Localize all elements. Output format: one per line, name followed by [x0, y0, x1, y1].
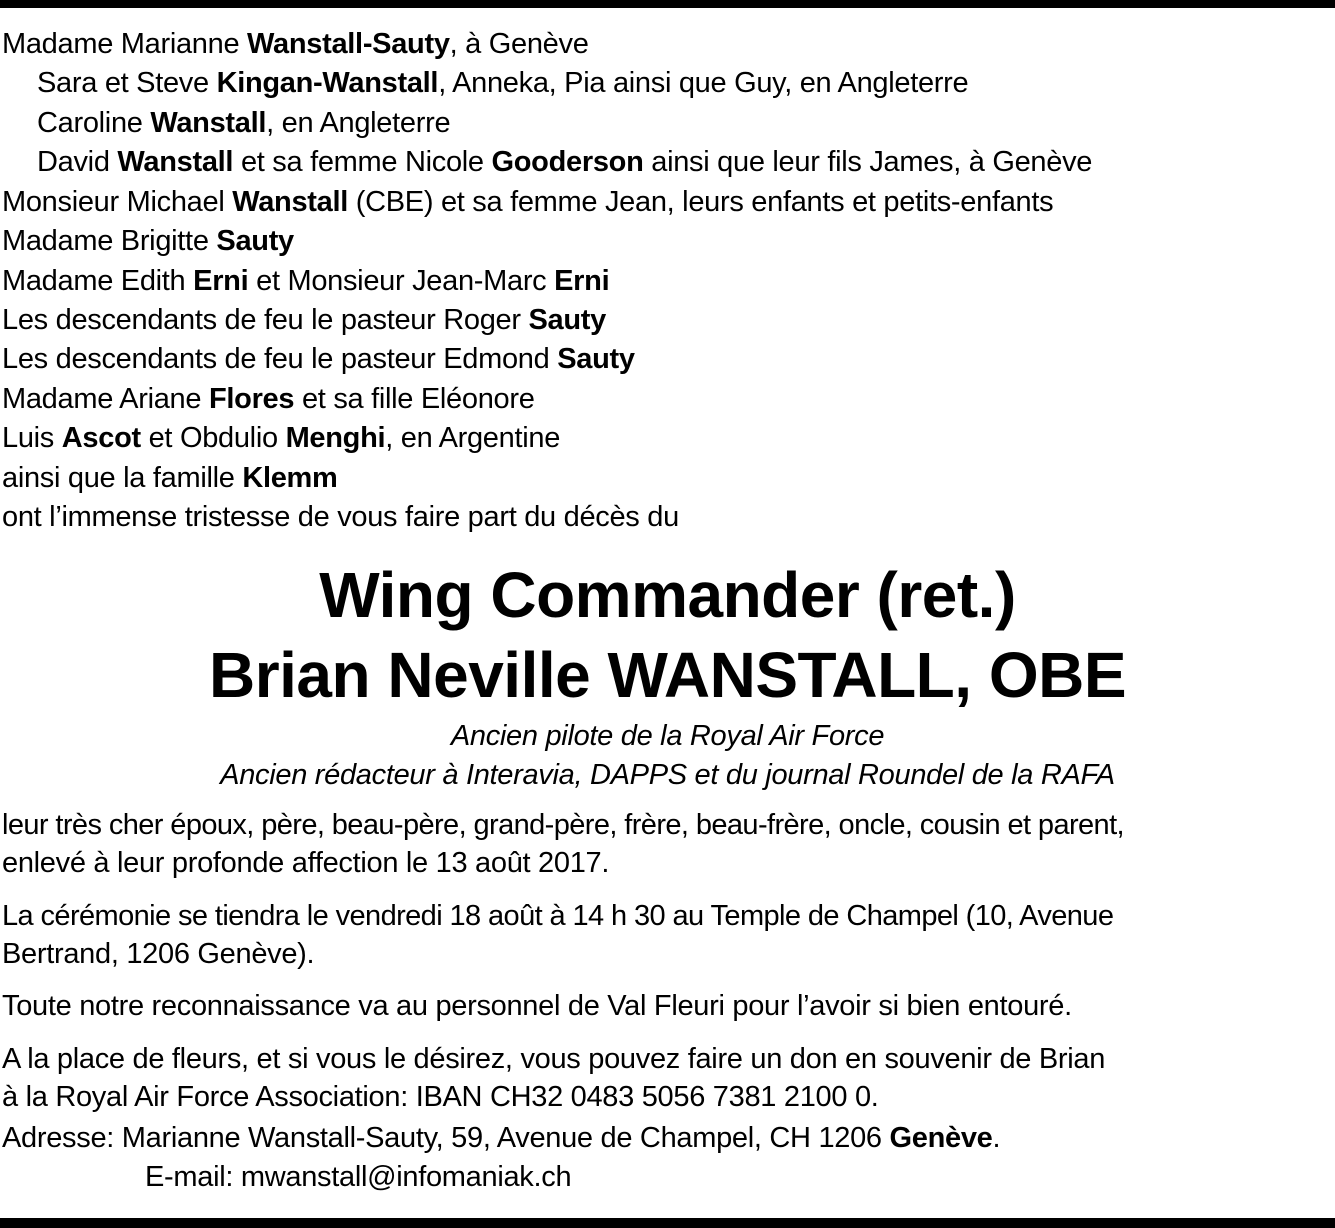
deceased-name: Brian Neville WANSTALL, OBE — [209, 639, 1126, 711]
family-line-10: Madame Ariane Flores et sa fille Eléonore — [2, 383, 535, 415]
donation-line-2: à la Royal Air Force Association: IBAN CH32 0483 5056 7381 2100 0. — [2, 1081, 879, 1113]
announcement-line: ont l’immense tristesse de vous faire part du décès du — [2, 501, 679, 533]
family-line-5: Monsieur Michael Wanstall (CBE) et sa femme Jean, leurs enfants et petits-enfants — [2, 186, 1054, 218]
top-rule — [0, 0, 1335, 8]
family-line-4: David Wanstall et sa femme Nicole Gooderson ainsi que leur fils James, à Genève — [37, 146, 1093, 178]
relation-line-2: enlevé à leur profonde affection le 13 août 2017. — [2, 847, 610, 879]
donation-line-1: A la place de fleurs, et si vous le désirez, vous pouvez faire un don en souvenir de Brian — [2, 1043, 1106, 1075]
family-line-1: Madame Marianne Wanstall-Sauty, à Genève — [2, 28, 589, 60]
family-line-7: Madame Edith Erni et Monsieur Jean-Marc Erni — [2, 265, 610, 297]
deceased-rank: Wing Commander (ret.) — [319, 559, 1016, 631]
deceased-role-2: Ancien rédacteur à Interavia, DAPPS et du journal Roundel de la RAFA — [220, 759, 1115, 791]
thanks-line: Toute notre reconnaissance va au personnel de Val Fleuri pour l’avoir si bien entouré. — [2, 990, 1072, 1022]
family-line-2: Sara et Steve Kingan-Wanstall, Anneka, Pia ainsi que Guy, en Angleterre — [37, 67, 969, 99]
relation-line-1: leur très cher époux, père, beau-père, grand-père, frère, beau-frère, oncle, cousin et parent, — [2, 809, 1124, 841]
family-line-3: Caroline Wanstall, en Angleterre — [37, 107, 451, 139]
family-line-8: Les descendants de feu le pasteur Roger Sauty — [2, 304, 606, 336]
deceased-role-1: Ancien pilote de la Royal Air Force — [450, 720, 885, 752]
family-line-9: Les descendants de feu le pasteur Edmond Sauty — [2, 343, 635, 375]
ceremony-line-1: La cérémonie se tiendra le vendredi 18 août à 14 h 30 au Temple de Champel (10, Avenue — [2, 900, 1114, 932]
email-line: E-mail: mwanstall@infomaniak.ch — [145, 1161, 572, 1193]
address-line: Adresse: Marianne Wanstall-Sauty, 59, Avenue de Champel, CH 1206 Genève. — [2, 1122, 1001, 1154]
family-line-6: Madame Brigitte Sauty — [2, 225, 294, 257]
family-line-12: ainsi que la famille Klemm — [2, 462, 338, 494]
ceremony-line-2: Bertrand, 1206 Genève). — [2, 938, 315, 970]
family-line-11: Luis Ascot et Obdulio Menghi, en Argentine — [2, 422, 561, 454]
bottom-rule — [0, 1218, 1335, 1228]
